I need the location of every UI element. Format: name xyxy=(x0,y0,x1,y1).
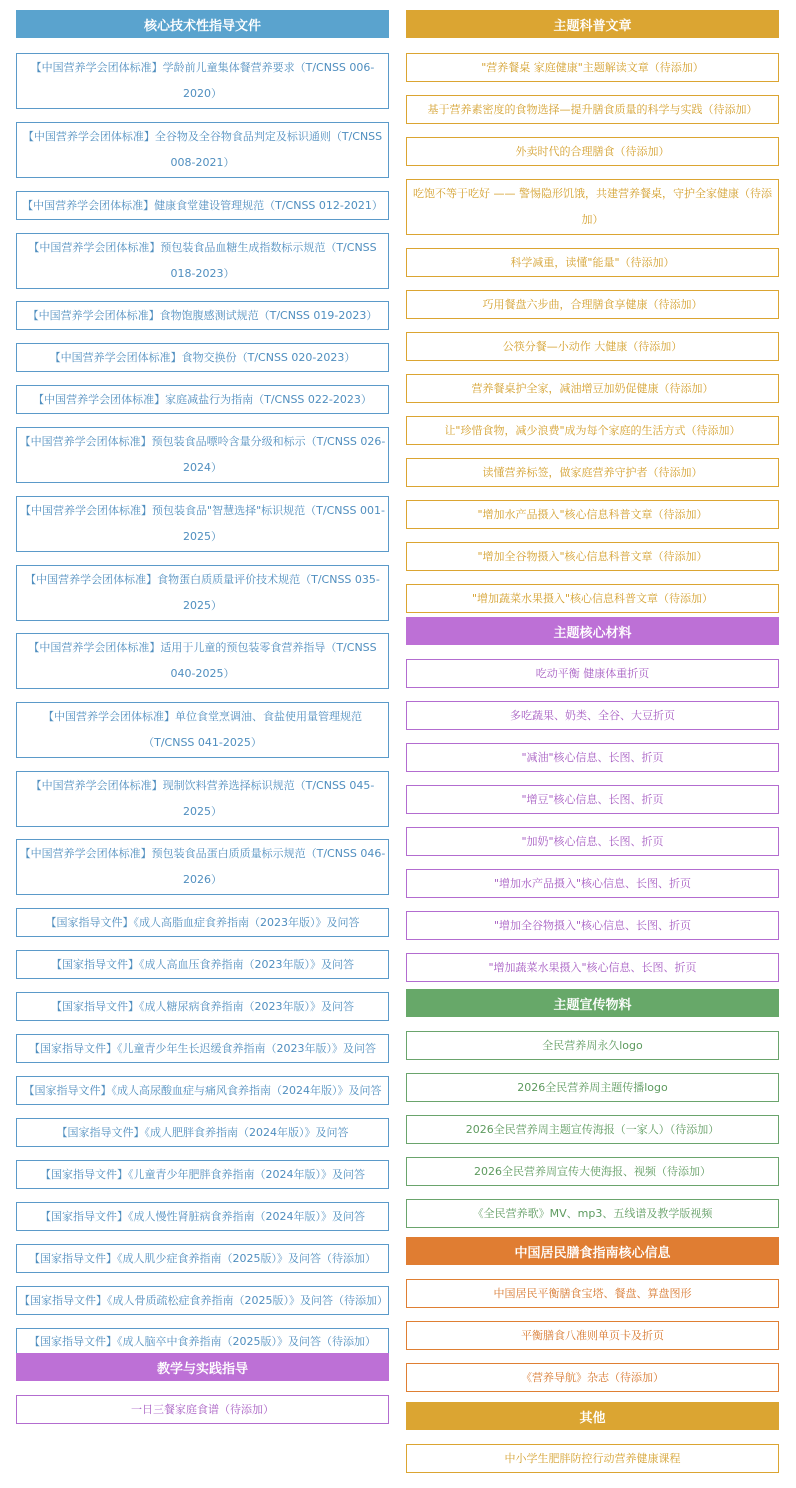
doc-link[interactable]: 【国家指导文件】《成人骨质疏松症食养指南（2025版）》及问答（待添加） xyxy=(16,1286,389,1315)
doc-link[interactable]: 【中国营养学会团体标准】预包装食品"智慧选择"标识规范（T/CNSS 001-2025） xyxy=(16,496,389,552)
guideline-link[interactable]: 平衡膳食八准则单页卡及折页 xyxy=(406,1321,779,1350)
article-link[interactable]: 读懂营养标签，做家庭营养守护者（待添加） xyxy=(406,458,779,487)
section-title: 核心技术性指导文件 xyxy=(143,18,261,34)
article-link[interactable]: 基于营养素密度的食物选择—提升膳食质量的科学与实践（待添加） xyxy=(406,95,779,124)
article-link[interactable]: 让"珍惜食物，减少浪费"成为每个家庭的生活方式（待添加） xyxy=(406,416,779,445)
doc-link[interactable]: 【中国营养学会团体标准】单位食堂烹调油、食盐使用量管理规范（T/CNSS 041-2025） xyxy=(16,702,389,758)
doc-link[interactable]: 【国家指导文件】《儿童青少年肥胖食养指南（2024年版）》及问答 xyxy=(16,1160,389,1189)
section-title: 主题宣传物料 xyxy=(553,997,632,1013)
doc-link[interactable]: 【中国营养学会团体标准】食物饱腹感测试规范（T/CNSS 019-2023） xyxy=(16,301,389,330)
section-header-other xyxy=(406,1402,779,1430)
article-link[interactable]: 科学减重，读懂"能量"（待添加） xyxy=(406,248,779,277)
doc-link[interactable]: 【国家指导文件】《成人肥胖食养指南（2024年版）》及问答 xyxy=(16,1118,389,1147)
doc-link[interactable]: 【国家指导文件】《成人糖尿病食养指南（2023年版）》及问答 xyxy=(16,992,389,1021)
doc-link[interactable]: 【国家指导文件】《成人慢性肾脏病食养指南（2024年版）》及问答 xyxy=(16,1202,389,1231)
section-header-articles xyxy=(406,10,779,38)
doc-link[interactable]: 【国家指导文件】《成人高尿酸血症与痛风食养指南（2024年版）》及问答 xyxy=(16,1076,389,1105)
section-header-guidelines xyxy=(406,1237,779,1265)
material-link[interactable]: "增加水产品摄入"核心信息、长图、折页 xyxy=(406,869,779,898)
article-link[interactable]: 外卖时代的合理膳食（待添加） xyxy=(406,137,779,166)
article-link[interactable]: 公筷分餐—小动作 大健康（待添加） xyxy=(406,332,779,361)
guideline-link[interactable]: 中国居民平衡膳食宝塔、餐盘、算盘图形 xyxy=(406,1279,779,1308)
material-link[interactable]: "加奶"核心信息、长图、折页 xyxy=(406,827,779,856)
doc-link[interactable]: 【国家指导文件】《成人高脂血症食养指南（2023年版）》及问答 xyxy=(16,908,389,937)
doc-link[interactable]: 【中国营养学会团体标准】学龄前儿童集体餐营养要求（T/CNSS 006-2020） xyxy=(16,53,389,109)
article-link[interactable]: 吃饱不等于吃好 —— 警惕隐形饥饿，共建营养餐桌，守护全家健康（待添加） xyxy=(406,179,779,235)
doc-link[interactable]: 【中国营养学会团体标准】家庭减盐行为指南（T/CNSS 022-2023） xyxy=(16,385,389,414)
doc-link[interactable]: 【中国营养学会团体标准】预包装食品嘌呤含量分级和标示（T/CNSS 026-2024） xyxy=(16,427,389,483)
doc-link[interactable]: 【国家指导文件】《成人高血压食养指南（2023年版）》及问答 xyxy=(16,950,389,979)
section-title: 其他 xyxy=(579,1410,606,1426)
promo-link[interactable]: 2026全民营养周主题传播logo xyxy=(406,1073,779,1102)
article-link[interactable]: 巧用餐盘六步曲，合理膳食享健康（待添加） xyxy=(406,290,779,319)
doc-link[interactable]: 【中国营养学会团体标准】食物交换份（T/CNSS 020-2023） xyxy=(16,343,389,372)
other-link[interactable]: 中小学生肥胖防控行动营养健康课程 xyxy=(406,1444,779,1473)
section-title: 主题核心材料 xyxy=(553,625,632,641)
article-link[interactable]: "增加全谷物摄入"核心信息科普文章（待添加） xyxy=(406,542,779,571)
promo-link[interactable]: 全民营养周永久logo xyxy=(406,1031,779,1060)
section-header-core-docs xyxy=(16,10,389,38)
doc-link[interactable]: 一日三餐家庭食谱（待添加） xyxy=(16,1395,389,1424)
doc-link[interactable]: 【中国营养学会团体标准】适用于儿童的预包装零食营养指导（T/CNSS 040-2025） xyxy=(16,633,389,689)
doc-link[interactable]: 【国家指导文件】《成人脑卒中食养指南（2025版）》及问答（待添加） xyxy=(16,1328,389,1355)
section-header-promo xyxy=(406,989,779,1017)
doc-link[interactable]: 【中国营养学会团体标准】预包装食品蛋白质质量标示规范（T/CNSS 046-2026） xyxy=(16,839,389,895)
material-link[interactable]: 多吃蔬果、奶类、全谷、大豆折页 xyxy=(406,701,779,730)
section-title: 中国居民膳食指南核心信息 xyxy=(514,1245,671,1261)
promo-link[interactable]: 2026全民营养周宣传大使海报、视频（待添加） xyxy=(406,1157,779,1186)
material-link[interactable]: "增加蔬菜水果摄入"核心信息、长图、折页 xyxy=(406,953,779,982)
article-link[interactable]: "增加蔬菜水果摄入"核心信息科普文章（待添加） xyxy=(406,584,779,613)
promo-link[interactable]: 2026全民营养周主题宣传海报（一家人）（待添加） xyxy=(406,1115,779,1144)
article-link[interactable]: "营养餐桌 家庭健康"主题解读文章（待添加） xyxy=(406,53,779,82)
section-header-materials xyxy=(406,617,779,645)
material-link[interactable]: "减油"核心信息、长图、折页 xyxy=(406,743,779,772)
material-link[interactable]: "增豆"核心信息、长图、折页 xyxy=(406,785,779,814)
section-header-teaching xyxy=(16,1353,389,1381)
section-title: 教学与实践指导 xyxy=(156,1361,248,1377)
doc-link[interactable]: 【中国营养学会团体标准】全谷物及全谷物食品判定及标识通则（T/CNSS 008-2021） xyxy=(16,122,389,178)
doc-link[interactable]: 【国家指导文件】《儿童青少年生长迟缓食养指南（2023年版）》及问答 xyxy=(16,1034,389,1063)
article-link[interactable]: 营养餐桌护全家，减油增豆加奶促健康（待添加） xyxy=(406,374,779,403)
article-link[interactable]: "增加水产品摄入"核心信息科普文章（待添加） xyxy=(406,500,779,529)
guideline-link[interactable]: 《营养导航》杂志（待添加） xyxy=(406,1363,779,1392)
material-link[interactable]: 吃动平衡 健康体重折页 xyxy=(406,659,779,688)
material-link[interactable]: "增加全谷物摄入"核心信息、长图、折页 xyxy=(406,911,779,940)
doc-link[interactable]: 【中国营养学会团体标准】食物蛋白质质量评价技术规范（T/CNSS 035-2025） xyxy=(16,565,389,621)
doc-link[interactable]: 【国家指导文件】《成人肌少症食养指南（2025版）》及问答（待添加） xyxy=(16,1244,389,1273)
doc-link[interactable]: 【中国营养学会团体标准】现制饮料营养选择标识规范（T/CNSS 045-2025） xyxy=(16,771,389,827)
doc-link[interactable]: 【中国营养学会团体标准】健康食堂建设管理规范（T/CNSS 012-2021） xyxy=(16,191,389,220)
section-title: 主题科普文章 xyxy=(553,18,632,34)
doc-link[interactable]: 【中国营养学会团体标准】预包装食品血糖生成指数标示规范（T/CNSS 018-2023） xyxy=(16,233,389,289)
promo-link[interactable]: 《全民营养歌》MV、mp3、五线谱及教学版视频 xyxy=(406,1199,779,1228)
